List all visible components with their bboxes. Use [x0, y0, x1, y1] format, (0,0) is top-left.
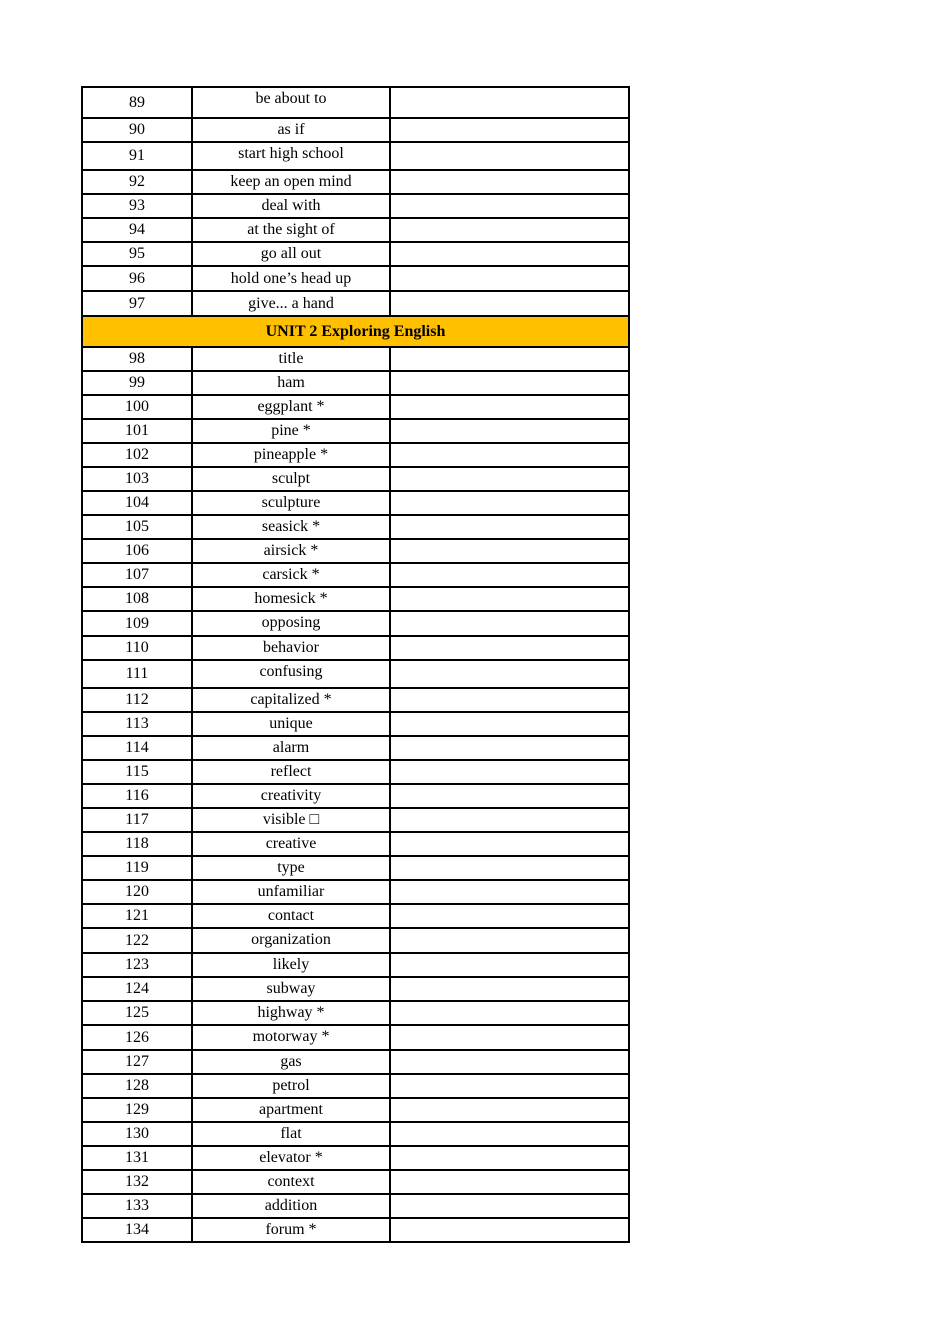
vocabulary-word: type	[192, 856, 390, 880]
row-number: 122	[82, 928, 192, 953]
table-row	[82, 563, 629, 587]
table-row	[82, 1170, 629, 1194]
answer-cell[interactable]	[390, 142, 629, 170]
answer-cell[interactable]	[390, 1194, 629, 1218]
vocabulary-word: creative	[192, 832, 390, 856]
row-number: 128	[82, 1074, 192, 1098]
table-row	[82, 491, 629, 515]
answer-cell[interactable]	[390, 1098, 629, 1122]
row-number: 126	[82, 1025, 192, 1050]
vocabulary-word: homesick *	[192, 587, 390, 611]
row-number: 134	[82, 1218, 192, 1242]
table-row	[82, 977, 629, 1001]
unit-header: UNIT 2 Exploring English	[82, 316, 629, 347]
row-number: 119	[82, 856, 192, 880]
vocabulary-word: be about to	[192, 87, 390, 118]
answer-cell[interactable]	[390, 1074, 629, 1098]
table-row	[82, 832, 629, 856]
vocabulary-word: flat	[192, 1122, 390, 1146]
answer-cell[interactable]	[390, 1001, 629, 1025]
row-number: 109	[82, 611, 192, 636]
row-number: 125	[82, 1001, 192, 1025]
table-row	[82, 218, 629, 242]
table-row	[82, 856, 629, 880]
table-row	[82, 266, 629, 291]
row-number: 89	[82, 87, 192, 118]
answer-cell[interactable]	[390, 1050, 629, 1074]
vocabulary-word: capitalized *	[192, 688, 390, 712]
row-number: 94	[82, 218, 192, 242]
row-number: 101	[82, 419, 192, 443]
table-row	[82, 784, 629, 808]
answer-cell[interactable]	[390, 856, 629, 880]
answer-cell[interactable]	[390, 904, 629, 928]
row-number: 102	[82, 443, 192, 467]
row-number: 120	[82, 880, 192, 904]
table-row	[82, 395, 629, 419]
row-number: 127	[82, 1050, 192, 1074]
answer-cell[interactable]	[390, 636, 629, 660]
row-number: 95	[82, 242, 192, 266]
row-number: 124	[82, 977, 192, 1001]
table-row	[82, 736, 629, 760]
vocabulary-table-container	[81, 86, 628, 1243]
table-row	[82, 1025, 629, 1050]
row-number: 113	[82, 712, 192, 736]
answer-cell[interactable]	[390, 395, 629, 419]
table-row	[82, 539, 629, 563]
vocabulary-word: likely	[192, 953, 390, 977]
table-row	[82, 419, 629, 443]
answer-cell[interactable]	[390, 218, 629, 242]
answer-cell[interactable]	[390, 1122, 629, 1146]
row-number: 115	[82, 760, 192, 784]
row-number: 91	[82, 142, 192, 170]
table-row	[82, 1146, 629, 1170]
table-row	[82, 953, 629, 977]
row-number: 121	[82, 904, 192, 928]
answer-cell[interactable]	[390, 291, 629, 316]
vocabulary-word: deal with	[192, 194, 390, 218]
vocabulary-word: gas	[192, 1050, 390, 1074]
row-number: 107	[82, 563, 192, 587]
row-number: 103	[82, 467, 192, 491]
row-number: 131	[82, 1146, 192, 1170]
table-row	[82, 808, 629, 832]
vocabulary-word: petrol	[192, 1074, 390, 1098]
vocabulary-word: keep an open mind	[192, 170, 390, 194]
row-number: 108	[82, 587, 192, 611]
vocabulary-word: unique	[192, 712, 390, 736]
answer-cell[interactable]	[390, 443, 629, 467]
answer-cell[interactable]	[390, 515, 629, 539]
table-row	[82, 1098, 629, 1122]
vocabulary-word: go all out	[192, 242, 390, 266]
row-number: 110	[82, 636, 192, 660]
vocabulary-table-body	[82, 87, 629, 1242]
table-row	[82, 118, 629, 142]
answer-cell[interactable]	[390, 266, 629, 291]
answer-cell[interactable]	[390, 419, 629, 443]
row-number: 130	[82, 1122, 192, 1146]
vocabulary-word: behavior	[192, 636, 390, 660]
row-number: 93	[82, 194, 192, 218]
vocabulary-word: at the sight of	[192, 218, 390, 242]
vocabulary-word: addition	[192, 1194, 390, 1218]
table-row	[82, 880, 629, 904]
vocabulary-word: carsick *	[192, 563, 390, 587]
vocabulary-word: visible □	[192, 808, 390, 832]
table-row	[82, 928, 629, 953]
table-row	[82, 347, 629, 371]
vocabulary-word: pine *	[192, 419, 390, 443]
table-row	[82, 87, 629, 118]
answer-cell[interactable]	[390, 587, 629, 611]
table-row	[82, 443, 629, 467]
vocabulary-word: opposing	[192, 611, 390, 636]
table-row	[82, 760, 629, 784]
vocabulary-word: eggplant *	[192, 395, 390, 419]
table-row	[82, 587, 629, 611]
table-row	[82, 467, 629, 491]
vocabulary-word: elevator *	[192, 1146, 390, 1170]
vocabulary-word: as if	[192, 118, 390, 142]
answer-cell[interactable]	[390, 808, 629, 832]
table-row	[82, 194, 629, 218]
answer-cell[interactable]	[390, 118, 629, 142]
table-row	[82, 1122, 629, 1146]
row-number: 105	[82, 515, 192, 539]
unit-header-row	[82, 316, 629, 347]
vocabulary-word: ham	[192, 371, 390, 395]
vocabulary-word: contact	[192, 904, 390, 928]
answer-cell[interactable]	[390, 563, 629, 587]
answer-cell[interactable]	[390, 928, 629, 953]
vocabulary-word: motorway *	[192, 1025, 390, 1050]
table-row	[82, 291, 629, 316]
row-number: 92	[82, 170, 192, 194]
row-number: 112	[82, 688, 192, 712]
table-row	[82, 636, 629, 660]
table-row	[82, 242, 629, 266]
answer-cell[interactable]	[390, 1146, 629, 1170]
row-number: 106	[82, 539, 192, 563]
table-row	[82, 712, 629, 736]
table-row	[82, 142, 629, 170]
table-row	[82, 371, 629, 395]
vocabulary-word: highway *	[192, 1001, 390, 1025]
vocabulary-word: sculpt	[192, 467, 390, 491]
answer-cell[interactable]	[390, 832, 629, 856]
answer-cell[interactable]	[390, 1218, 629, 1242]
table-row	[82, 1218, 629, 1242]
vocabulary-word: alarm	[192, 736, 390, 760]
answer-cell[interactable]	[390, 1170, 629, 1194]
answer-cell[interactable]	[390, 736, 629, 760]
table-row	[82, 1050, 629, 1074]
row-number: 117	[82, 808, 192, 832]
vocabulary-word: seasick *	[192, 515, 390, 539]
answer-cell[interactable]	[390, 194, 629, 218]
table-row	[82, 515, 629, 539]
answer-cell[interactable]	[390, 242, 629, 266]
answer-cell[interactable]	[390, 953, 629, 977]
row-number: 98	[82, 347, 192, 371]
vocabulary-word: sculpture	[192, 491, 390, 515]
answer-cell[interactable]	[390, 880, 629, 904]
answer-cell[interactable]	[390, 467, 629, 491]
vocabulary-word: hold one’s head up	[192, 266, 390, 291]
vocabulary-word: pineapple *	[192, 443, 390, 467]
table-row	[82, 660, 629, 688]
table-row	[82, 611, 629, 636]
table-row	[82, 1074, 629, 1098]
row-number: 123	[82, 953, 192, 977]
row-number: 104	[82, 491, 192, 515]
row-number: 118	[82, 832, 192, 856]
answer-cell[interactable]	[390, 539, 629, 563]
answer-cell[interactable]	[390, 977, 629, 1001]
vocabulary-word: organization	[192, 928, 390, 953]
table-row	[82, 1001, 629, 1025]
answer-cell[interactable]	[390, 1025, 629, 1050]
answer-cell[interactable]	[390, 491, 629, 515]
answer-cell[interactable]	[390, 712, 629, 736]
vocabulary-word: reflect	[192, 760, 390, 784]
row-number: 96	[82, 266, 192, 291]
vocabulary-word: context	[192, 1170, 390, 1194]
row-number: 97	[82, 291, 192, 316]
table-row	[82, 688, 629, 712]
vocabulary-word: creativity	[192, 784, 390, 808]
row-number: 114	[82, 736, 192, 760]
row-number: 90	[82, 118, 192, 142]
row-number: 133	[82, 1194, 192, 1218]
vocabulary-word: give... a hand	[192, 291, 390, 316]
answer-cell[interactable]	[390, 170, 629, 194]
vocabulary-word: apartment	[192, 1098, 390, 1122]
vocabulary-word: confusing	[192, 660, 390, 688]
answer-cell[interactable]	[390, 688, 629, 712]
row-number: 116	[82, 784, 192, 808]
row-number: 99	[82, 371, 192, 395]
vocabulary-word: subway	[192, 977, 390, 1001]
vocabulary-word: forum *	[192, 1218, 390, 1242]
answer-cell[interactable]	[390, 371, 629, 395]
vocabulary-word: title	[192, 347, 390, 371]
answer-cell[interactable]	[390, 611, 629, 636]
vocabulary-word: start high school	[192, 142, 390, 170]
table-row	[82, 904, 629, 928]
row-number: 132	[82, 1170, 192, 1194]
answer-cell[interactable]	[390, 660, 629, 688]
answer-cell[interactable]	[390, 760, 629, 784]
vocabulary-word: airsick *	[192, 539, 390, 563]
row-number: 111	[82, 660, 192, 688]
vocabulary-table	[81, 86, 630, 1243]
vocabulary-word: unfamiliar	[192, 880, 390, 904]
answer-cell[interactable]	[390, 784, 629, 808]
row-number: 100	[82, 395, 192, 419]
row-number: 129	[82, 1098, 192, 1122]
table-row	[82, 170, 629, 194]
answer-cell[interactable]	[390, 347, 629, 371]
answer-cell[interactable]	[390, 87, 629, 118]
table-row	[82, 1194, 629, 1218]
